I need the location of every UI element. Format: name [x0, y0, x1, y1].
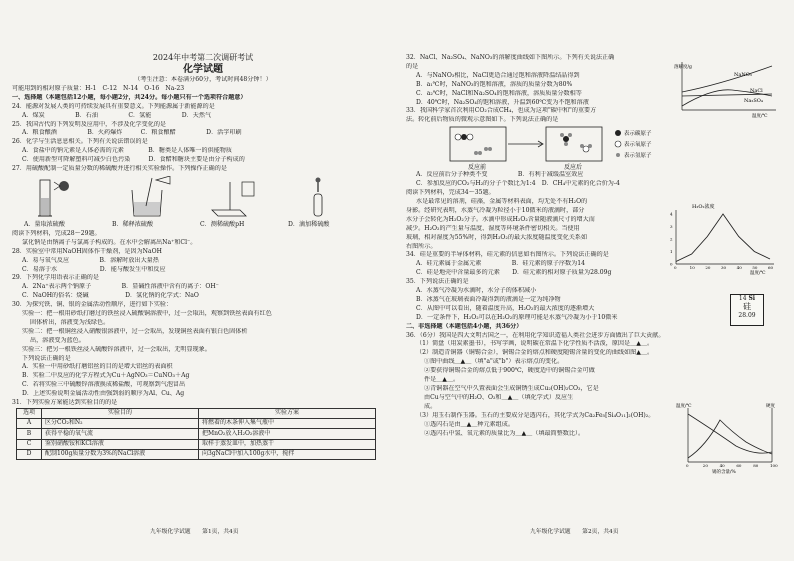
q33-stem: 33．我国科学家首次利用CO₂合成CH₄，也成为这项"碳中和"的重要方: [406, 107, 597, 115]
graph2-ytick: 4: [670, 211, 673, 217]
q36-part2-2-cont: 件是＿▲＿。: [424, 376, 460, 384]
q30-option-b: B．实验二中反应的化学方程式为Cu＋AgNO₃＝CuNO₃＋Ag: [22, 372, 190, 380]
graph2-xlabel: 温度/℃: [750, 271, 766, 276]
reading-2-line: 减少。H₂O₂的产生量与温度、湿度等环境条件密切相关。当使用: [406, 224, 580, 232]
reading-2-block: [406, 198, 661, 251]
q27-option-d: D．滴加稀硫酸: [288, 220, 330, 228]
table-cell: 区分CO₂和N₂: [42, 419, 199, 429]
graph2-ytick: 2: [670, 236, 673, 242]
q27-options: [24, 221, 394, 230]
q36-part2-3-cont: 由Cu与空气中的H₂O、O₂和＿▲＿（填化学式）反应生: [424, 393, 574, 401]
left-page: [12, 0, 394, 561]
graph3-xtick: 40: [719, 463, 725, 468]
graph3-xtick: 80: [753, 463, 759, 468]
q32-stem-cont: 的是: [406, 62, 419, 70]
dropper-figure: [288, 176, 366, 218]
bronze-alloy-graph: [676, 402, 780, 474]
table-cell: 向3gNaCl中加入100g水中，搅拌: [199, 449, 376, 459]
q36-part3-1: ①透闪石是由＿▲＿种元素组成。: [424, 420, 514, 428]
graph2-xtick: 50: [752, 265, 758, 270]
reading-2-line: 右图所示。: [406, 242, 437, 250]
q27-option-b: B．稀释浓硫酸: [112, 220, 154, 228]
q35-stem: 35．下列说法正确的是: [406, 278, 469, 286]
dilution-figure: [112, 176, 190, 218]
graph3-xtick: 0: [686, 463, 689, 468]
graph3-xtick: 100: [770, 463, 778, 468]
table-row: [17, 429, 376, 439]
q25-stem: 25．我国古代的下列发明及应用中，不涉及化学变化的是: [12, 120, 167, 128]
q30-exp2-cont: 出，溶液变为蓝色。: [30, 336, 85, 344]
q32-stem: 32．NaCl、Na₂SO₄、NaNO₃的溶解度曲线如下图所示。下列有关说法正确: [406, 54, 615, 61]
table-row: [17, 439, 376, 449]
legend-carbon: 表示碳原子: [624, 131, 652, 138]
table-cell: 配制100g质量分数为3%的NaCl溶液: [42, 449, 199, 459]
q30-stem: 30．为探究铁、铜、银的金属活动性顺序，进行如下实验：: [12, 301, 173, 309]
table-row: [17, 419, 376, 429]
curve-label-nacl: NaCl: [750, 88, 763, 94]
q32-option-a: A．与NaNO₃相比，NaCl更适合通过饱和溶液降温结晶得到: [416, 71, 580, 79]
cylinder-pour-figure: [24, 176, 102, 218]
graph3-xlabel: 锡的含量/%: [712, 470, 736, 474]
solubility-graph: [672, 58, 782, 118]
si-atomic-number: 14: [738, 295, 747, 302]
exam-subtitle: 化学试题: [183, 64, 223, 75]
table-cell: B: [17, 429, 42, 439]
q34-stem: 34．硅是重要的半导体材料，硅元素的信息如右图所示。下列说法正确的是: [406, 251, 609, 259]
left-footer: 九年级化学试题 第1页，共4页: [150, 529, 239, 535]
table-cell: C: [17, 439, 42, 449]
reading-2-line: 玻璃，相对湿度为55%时，得到H₂O₂的最大浓度随温度变化关系如: [406, 233, 588, 241]
graph2-xtick: 30: [721, 265, 727, 270]
reading-2-line: 水是最常见的溶剂，硅藻，金属等材料表面，均无处不有H₂O的: [416, 197, 588, 205]
reading-1-heading: 阅读下列材料，完成28～29题。: [12, 229, 101, 237]
q27-stem: 27．用硫酸配制一定质量分数的稀硫酸并进行相关实验操作。下列操作正确的是: [12, 165, 227, 173]
q29-options-1: A．2Na⁺表示两个钠原子 B．显碱性溶液中含有的离子：OH⁻: [22, 283, 219, 291]
h2o2-concentration-graph: [662, 202, 780, 276]
q36-part3: （3）用玉石制作玉器。玉石的主要成分是透闪石，其化学式为Ca₂Fe₅[Si₄O₁₁]₂(OH)₂。: [416, 411, 655, 419]
curve-label-na2so4: Na₂SO₄: [744, 98, 763, 104]
graph2-ytick: 0: [670, 261, 673, 267]
q33-options-2: C．参加反应的CO₂与H₂的分子个数比为1:4 D．CH₄中元素的化合价为-4: [416, 180, 620, 188]
si-name: 硅: [743, 302, 751, 311]
legend-hydrogen: 表示氢原子: [624, 153, 652, 160]
q27-option-c: C．测稀硫酸pH: [200, 220, 245, 228]
graph1-ylabel: 溶解度/g: [674, 65, 692, 70]
q34-options-2: C．硅是地壳中含量最多的元素 D．硅元素的相对原子质量为28.09g: [416, 269, 612, 277]
graph3-ylabel: 温度/℃: [676, 404, 692, 409]
table-cell: 把MnO₂放入H₂O₂溶液中: [199, 429, 376, 439]
reading-1-text: 氯化钠是由钠离子与氯离子构成的。在水中会解离出Na⁺和Cl⁻。: [22, 238, 197, 246]
graph3-xtick: 20: [702, 463, 708, 468]
q28-options-2: C．易溶于水 D．能与酸发生中和反应: [22, 265, 166, 273]
q36-part2-3-cont2: 成。: [424, 402, 437, 410]
table-header-cell: 选项: [17, 409, 42, 419]
graph3-ylabel2: 硬度: [766, 404, 775, 409]
molecule-diagram: [446, 125, 686, 171]
table-header-cell: 实验目的: [42, 409, 199, 419]
reading-2-heading: 阅读下列材料，完成34～35题。: [406, 189, 495, 197]
q36-part2-3: ③青铜器在空气中久置表面会生成铜锈生成Cu₂(OH)₂CO₃，它是: [424, 385, 599, 392]
q36-part2-1: ①图中曲线＿▲＿（填"a"或"b"）表示熔点的变化。: [424, 358, 564, 366]
graph2-title: H₂O₂浓度: [692, 204, 715, 210]
q33-stem-cont: 法。转化前后物质的微观示意图如下。下列说法正确的是: [406, 116, 559, 124]
q36-part1: （1）简盘（用炭素墨书），书写字画，说明碳在常温下化学性质不活泼，原因是＿▲＿。: [416, 340, 654, 348]
graph3-xtick: 60: [736, 463, 742, 468]
h2o2-curve: [676, 214, 770, 262]
curve-b: [688, 420, 772, 458]
table-cell: D: [17, 449, 42, 459]
q29-stem: 29．下列化学用语表示正确的是: [12, 274, 99, 282]
q30-exp2: 实验二：把一根铜丝浸入硝酸银溶液中，过一会取出，发现铜丝表面有银白色固体析: [22, 327, 248, 335]
q31-stem: 31．下列实验方案能达到实验目的的是: [12, 399, 118, 407]
table-header-row: [17, 409, 376, 419]
table-cell: 鉴别硝酸铵和KCl溶液: [42, 439, 199, 449]
graph2-xtick: 0: [674, 265, 677, 270]
q26-stem: 26．化学与生活息息相关。下列有关说法错误的是: [12, 138, 148, 146]
q30-option-a: A．实验一中用砂纸打磨铝丝的目的是增大铝丝的表面积: [22, 363, 173, 371]
exam-title: 2024年中考第二次调研考试: [152, 53, 254, 62]
atomic-masses: 可能用到的相对原子质量：H-1 C-12 N-14 O-16 Na-23: [12, 84, 185, 92]
q32-option-b: B．a₁℃时，NaNO₃的饱和溶液，溶质的质量分数为80%: [416, 80, 573, 88]
q35-option-d: D．一定条件下，H₂O₂可以在H₂O₂的原理可能是水蒸气冷凝为小于10微米: [416, 313, 618, 321]
table-cell: A: [17, 419, 42, 429]
table-cell: 获得平稳的氧气流: [42, 429, 199, 439]
table-cell: 将燃着的木条伸入集气瓶中: [199, 419, 376, 429]
graph2-xtick: 10: [689, 265, 695, 270]
q32-option-d: D．40℃时，Na₂SO₄的饱和溶液，升温到60℃变为不饱和溶液: [416, 98, 589, 106]
table-header-cell: 实验方案: [199, 409, 376, 419]
q31-table: [16, 408, 376, 460]
si-mass: 28.09: [738, 312, 756, 319]
q27-figures: [24, 176, 394, 220]
q29-options-2: C．NaOH的俗名：烧碱 D．氢化钠的化学式：NaO: [22, 292, 199, 300]
q35-option-b: B．冰蒸气在玻璃表面冷凝得到的液滴是一定为纯净物: [416, 295, 561, 303]
reading-2-line: 身影。经研究表明，水蒸气冷凝为粒径小于10微米的液滴时，部分: [406, 206, 585, 214]
q36-part3-2: ②透闪石中氢、氧元素的质量比为＿▲＿（填最简整数比）。: [424, 429, 585, 437]
q24-options: A．煤炭 B．石油 C．氢能 D．天然气: [22, 111, 212, 119]
q35-option-a: A．水蒸气冷凝为水滴时，水分子的体积减小: [416, 287, 537, 295]
ph-test-figure: [200, 176, 278, 218]
silicon-element-tile: [730, 294, 764, 326]
q30-question: 下列说法正确的是: [22, 354, 71, 362]
legend-oxygen: 表示氧原子: [624, 142, 652, 149]
after-label: 反应后: [564, 164, 583, 172]
graph2-xtick: 60: [768, 265, 774, 270]
q25-options-1: A．粮食酿酒 B．火药爆炸 C．粮食酿醋 D．活字印刷: [22, 129, 242, 137]
q26-options-2: C．使用新型可降解塑料可减少白色污染 D．食醋和糖块主要是由分子构成的: [22, 156, 245, 164]
curve-label-nano3: NaNO₃: [734, 72, 752, 78]
q32-option-c: C．a₂℃时，NaCl和Na₂SO₄的饱和溶液，溶质质量分数相等: [416, 89, 582, 97]
exam-note: （考生注意：本卷满分60分，考试时间48分钟！）: [134, 76, 272, 83]
section-two-heading: 二、非选择题（本题包括4小题，共36分）: [406, 322, 523, 330]
reading-2-line: 水分子会转化为H₂O₂分子。水滴中形成H₂O₂含量随液滴尺寸的增大而: [406, 215, 595, 223]
si-top-row: [731, 295, 763, 302]
q26-options-1: A．食盐中的钠元素是人体必需的元素 B．糖类是人体唯一的供能物质: [22, 147, 232, 155]
q28-stem: 28．实验室中常用NaOH固体作干燥剂，是因为NaOH: [12, 247, 162, 255]
graph2-ytick: 3: [670, 224, 673, 229]
q34-options-1: A．硅元素属于金属元素 B．硅元素的原子序数为14: [416, 260, 585, 268]
q36-stem: 36．（6分）我国是四大文明古国之一，在利用化学知识造福人类社会进步方面做出了巨大贡献。: [406, 331, 665, 339]
si-symbol: Si: [748, 295, 756, 302]
graph1-xlabel: 温度/℃: [752, 114, 768, 118]
q30-option-c: C．若将实验三中硫酸锌溶液换成稀盐酸，可观察到气泡冒出: [22, 381, 186, 389]
q33-options-1: A．反应前后分子种类不变 B．有利于减缓温室效应: [416, 171, 584, 179]
q24-stem: 24．能源对发展人类的可持续发展具有重要意义。下列能源属于新能源的是: [12, 102, 215, 110]
q27-option-a: A．量取浓硫酸: [24, 220, 65, 228]
q35-option-c: C．从图中可以看出，随着温度升高，H₂O₂的最大浓度的逐渐增大: [416, 304, 595, 312]
graph2-ytick: 1: [670, 249, 673, 254]
q30-exp1: 实验一：把一根用砂纸打磨过的铁丝浸入硫酸铜溶液中，过一会取出，观察到铁丝表面有红色: [22, 310, 272, 318]
q36-part2: （2）制造青铜器（铜锡合金），铜锡合金的熔点和硬度随锡含量的变化的曲线如图▲＿。: [416, 349, 654, 357]
q33-figure: [406, 125, 782, 171]
section-one-heading: 一、选择题（本题包括12小题，每小题2分，共24分。每小题只有一个选项符合题意）: [12, 93, 247, 101]
table-cell: 取样于蒸发皿中，加热蒸干: [199, 439, 376, 449]
q36-part2-2: ②要获得铜锡合金的熔点低于900℃，硬度适中的铜锡合金可做: [424, 367, 595, 375]
right-footer: 九年级化学试题 第2页，共4页: [530, 529, 619, 535]
before-label: 反应前: [468, 164, 487, 172]
table-row: [17, 449, 376, 459]
q30-exp3: 实验三：把另一根铁丝浸入硫酸锌溶液中，过一会取出，无明显现象。: [22, 345, 211, 353]
q28-options-1: A．易与氧气反应 B．溶解时放出大量热: [22, 256, 159, 264]
q30-option-d: D．上述实验说明金属活动性由强到弱的顺序为Al、Cu、Ag: [22, 390, 185, 398]
q30-exp1-cont: 固体析出，溶液变为浅绿色。: [30, 318, 110, 326]
graph2-xtick: 20: [705, 265, 711, 270]
graph2-xtick: 40: [736, 265, 742, 270]
